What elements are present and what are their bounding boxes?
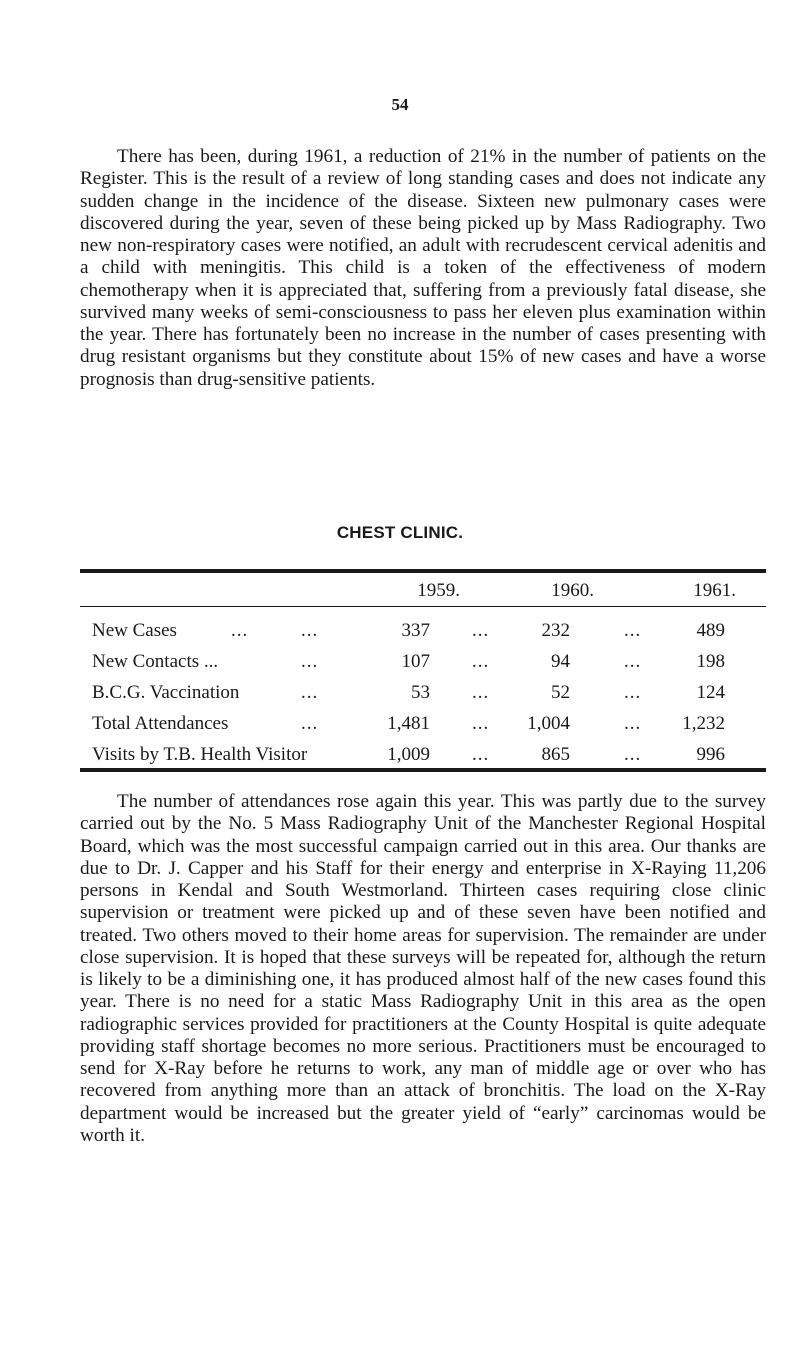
leader-dots: ... (624, 651, 642, 672)
page-number: 54 (391, 95, 409, 114)
column-header-1960: 1960. (551, 580, 594, 601)
leader-dots: ... (301, 713, 319, 734)
cell-total-attendances-1960: 1,004 (527, 713, 570, 734)
cell-new-cases-1961: 489 (696, 620, 725, 641)
cell-visits-1959: 1,009 (387, 744, 430, 765)
table-bottom-rule (80, 768, 766, 772)
leader-dots: ... (624, 682, 642, 703)
leader-dots: ... (624, 744, 642, 765)
leader-dots: ... (472, 713, 490, 734)
cell-total-attendances-1961: 1,232 (682, 713, 725, 734)
cell-visits-1961: 996 (696, 744, 725, 765)
cell-bcg-vaccination-1961: 124 (696, 682, 725, 703)
cell-new-contacts-1959: 107 (401, 651, 430, 672)
row-label-bcg-vaccination: B.C.G. Vaccination (92, 682, 240, 703)
leader-dots: ... (231, 620, 249, 641)
table-title: CHEST CLINIC. (336, 523, 464, 542)
table-header-rule (80, 606, 766, 607)
cell-bcg-vaccination-1960: 52 (551, 682, 570, 703)
row-label-visits-by-tb-health-visitor: Visits by T.B. Health Visitor (92, 744, 308, 765)
row-label-new-contacts: New Contacts ... (92, 651, 219, 672)
leader-dots: ... (301, 620, 319, 641)
table-top-rule (80, 569, 766, 573)
leader-dots: ... (301, 682, 319, 703)
cell-new-cases-1960: 232 (541, 620, 570, 641)
cell-visits-1960: 865 (541, 744, 570, 765)
paragraph-intro: There has been, during 1961, a reduction of 21% in the number of patients on the Register. This is the result of a review of long standing cases and does not indicate any sudden change in the incidence of the disease. Sixteen new pulmonary cases were discovered during the year, seven of these being picked up by Mass Radiography. Two new non-respiratory cases were notified, an adult with recrudescent cervical adenitis and a child with meningitis. This child is a token of the effectiveness of modern chemotherapy when it is appreciated that, suffering from a previously fatal disease, she survived many weeks of semi-consciousness to pass her eleven plus examination within the year. There has fortunately been no increase in the number of cases presenting with drug resistant organisms but they constitute about 15% of new cases and have a worse prognosis than drug-sensitive patients. (80, 146, 766, 390)
column-header-1961: 1961. (693, 580, 736, 601)
leader-dots: ... (301, 651, 319, 672)
paragraph-attendances: The number of attendances rose again this year. This was partly due to the survey carried out by the No. 5 Mass Radiography Unit of the Manchester Regional Hospital Board, which was the most successful campaign carried out in this area. Our thanks are due to Dr. J. Capper and his Staff for their energy and enterprise in X-Raying 11,206 persons in Kendal and South Westmorland. Thirteen cases requiring close clinic supervision or treatment were picked up and of these seven have been notified and treated. Two others moved to their home areas for supervision. The remainder are under close supervision. It is hoped that these surveys will be repeated for, although the return is likely to be a diminishing one, it has produced almost half of the new cases found this year. There is no need for a static Mass Radiography Unit in this area as the open radiographic services provided for practitioners at the County Hospital is quite adequate providing staff shortage becomes no more serious. Practitioners must be encouraged to send for X-Ray before he returns to work, any man of middle age or over who has recovered from anything more than an attack of bronchitis. The load on the X-Ray department would be increased but the greater yield of “early” carcinomas would be worth it. (80, 791, 766, 1146)
row-label-total-attendances: Total Attendances (92, 713, 229, 734)
leader-dots: ... (624, 713, 642, 734)
cell-new-cases-1959: 337 (401, 620, 430, 641)
row-label-new-cases: New Cases (92, 620, 177, 641)
column-header-1959: 1959. (417, 580, 460, 601)
leader-dots: ... (472, 620, 490, 641)
cell-bcg-vaccination-1959: 53 (411, 682, 430, 703)
leader-dots: ... (472, 682, 490, 703)
leader-dots: ... (624, 620, 642, 641)
leader-dots: ... (472, 744, 490, 765)
leader-dots: ... (472, 651, 490, 672)
cell-total-attendances-1959: 1,481 (387, 713, 430, 734)
cell-new-contacts-1961: 198 (696, 651, 725, 672)
cell-new-contacts-1960: 94 (551, 651, 570, 672)
